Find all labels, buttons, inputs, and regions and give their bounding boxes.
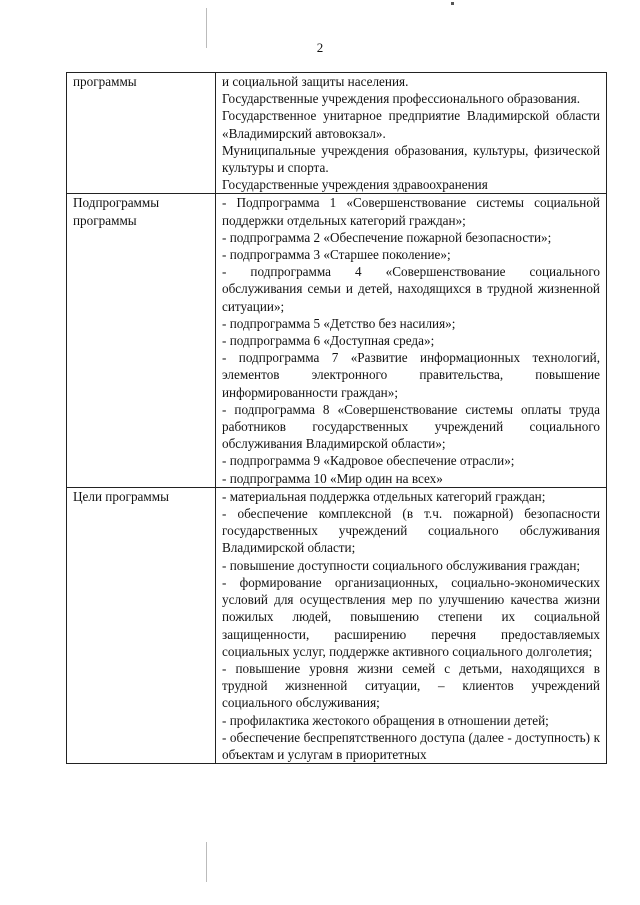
content-line: Государственное унитарное предприятие Владимирской области «Владимирский автовокзал». bbox=[222, 108, 600, 141]
scan-line bbox=[206, 8, 207, 48]
content-line: - подпрограмма 2 «Обеспечение пожарной безопасности»; bbox=[222, 229, 552, 245]
content-line: - повышение доступности социального обслуживания граждан; bbox=[222, 557, 581, 573]
content-line: - материальная поддержка отдельных категорий граждан; bbox=[222, 488, 546, 504]
content-line: - Подпрограмма 1 «Совершенствование системы социальной поддержки отдельных категорий граждан»; bbox=[222, 195, 600, 228]
row-label: Цели программы bbox=[67, 487, 216, 763]
content-line: Государственные учреждения профессионального образования. bbox=[222, 91, 580, 107]
row-label: программы bbox=[67, 73, 216, 194]
content-line: и социальной защиты населения. bbox=[222, 74, 409, 89]
content-line: Муниципальные учреждения образования, культуры, физической культуры и спорта. bbox=[222, 142, 600, 176]
row-content bbox=[216, 194, 607, 487]
scan-line bbox=[206, 842, 207, 882]
row-label: Подпрограммы программы bbox=[67, 194, 216, 487]
content-line: - подпрограмма 8 «Совершенствование системы оплаты труда работников государственных учреждений социального обслуживания Владимирской области»; bbox=[222, 401, 600, 452]
content-line: - профилактика жестокого обращения в отношении детей; bbox=[222, 712, 549, 728]
content-line: - подпрограмма 7 «Развитие информационных технологий, элементов электронного правительства, повышение информированности граждан»; bbox=[222, 350, 600, 400]
content-line: - подпрограмма 9 «Кадровое обеспечение отрасли»; bbox=[222, 453, 515, 469]
passport-table bbox=[66, 72, 607, 764]
row-content bbox=[216, 487, 607, 763]
content-line: - формирование организационных, социально-экономических условий для осуществления мер по улучшению качества жизни пожилых людей, повышению степени их социальной защищенности, расширению перечня предоставляемых социальных услуг, поддержке активного социального долголетия; bbox=[222, 574, 600, 659]
table-row bbox=[67, 194, 607, 487]
content-line: - обеспечение комплексной (в т.ч. пожарной) безопасности государственных учреждений социального обслуживания Владимирской области; bbox=[222, 506, 600, 556]
scan-dot bbox=[451, 2, 454, 5]
content-line: - подпрограмма 5 «Детство без насилия»; bbox=[222, 315, 456, 331]
table-row bbox=[67, 487, 607, 763]
content-line: - подпрограмма 3 «Старшее поколение»; bbox=[222, 247, 451, 263]
page-number: 2 bbox=[316, 40, 324, 55]
row-content bbox=[216, 73, 607, 194]
content-line: - обеспечение беспрепятственного доступа (далее - доступность) к объектам и услугам в приоритетных bbox=[222, 729, 600, 762]
content-line: - подпрограмма 6 «Доступная среда»; bbox=[222, 333, 435, 349]
content-line: - повышение уровня жизни семей с детьми, находящихся в трудной жизненной ситуации, – клиентов учреждений социального обслуживания; bbox=[222, 660, 600, 711]
table-row bbox=[67, 73, 607, 194]
content-line: - подпрограмма 10 «Мир один на всех» bbox=[222, 470, 443, 486]
content-line: - подпрограмма 4 «Совершенствование социального обслуживания семьи и детей, находящихся в трудной жизненной ситуации»; bbox=[222, 264, 600, 314]
content-line: Государственные учреждения здравоохранения bbox=[222, 177, 488, 193]
